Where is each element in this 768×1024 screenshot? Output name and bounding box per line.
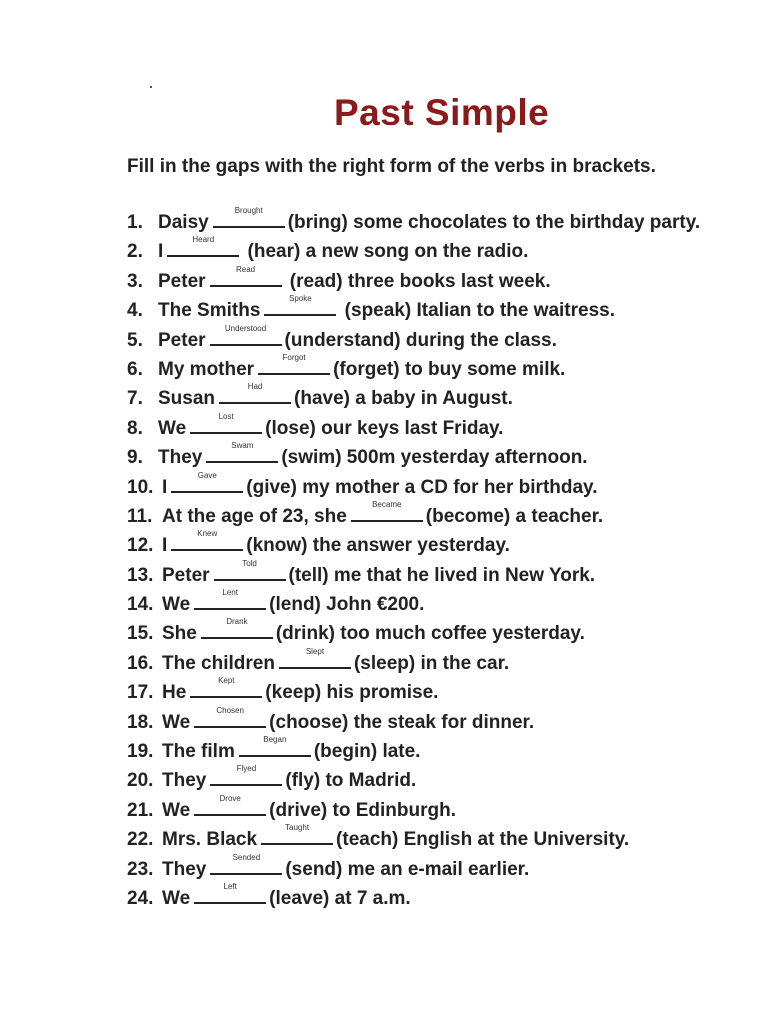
exercise-number: 10. [127, 476, 154, 498]
exercise-item [127, 352, 767, 384]
exercise-rest: (tell) me that he lived in New York. [288, 564, 596, 586]
exercise-subject: We [162, 799, 191, 821]
exercise-number: 19. [127, 741, 154, 763]
exercise-subject: I [162, 476, 168, 498]
exercise-subject: The Smiths [158, 300, 261, 322]
exercise-rest: (lend) John €200. [269, 594, 425, 616]
exercise-subject: Mrs. Black [162, 829, 258, 851]
answer-blank[interactable] [206, 443, 278, 463]
exercise-rest: (lose) our keys last Friday. [265, 417, 504, 439]
answer-blank[interactable] [171, 531, 243, 551]
exercise-number: 18. [127, 711, 154, 733]
exercise-item [127, 264, 767, 296]
answer-blank[interactable] [190, 411, 262, 434]
exercise-rest: (swim) 500m yesterday afternoon. [281, 447, 588, 469]
exercise-rest: (fly) to Madrid. [285, 770, 417, 792]
exercise-number: 7. [127, 388, 143, 410]
exercise-list [127, 208, 767, 913]
exercise-item [127, 470, 767, 502]
scan-speck [150, 86, 152, 88]
answer-blank[interactable] [167, 237, 239, 257]
exercise-subject: We [162, 594, 191, 616]
exercise-subject: Susan [158, 388, 216, 410]
answer-text: Taught [285, 823, 310, 833]
exercise-number: 8. [127, 417, 143, 439]
answer-text: Heard [192, 235, 215, 245]
exercise-number: 11. [127, 505, 153, 527]
exercise-subject: Peter [158, 329, 206, 351]
exercise-rest: (sleep) in the car. [353, 652, 510, 674]
answer-text: Flyed [236, 764, 257, 774]
answer-text: Swam [231, 441, 254, 451]
exercise-rest: (drive) to Edinburgh. [269, 799, 456, 821]
answer-text: Forgot [282, 352, 306, 362]
exercise-number: 15. [127, 623, 154, 645]
exercise-rest: (give) my mother a CD for her birthday. [246, 476, 598, 498]
answer-blank[interactable] [219, 384, 291, 404]
answer-text: Slept [305, 646, 325, 656]
exercise-number: 20. [127, 770, 154, 792]
exercise-item [127, 678, 767, 707]
exercise-subject: My mother [158, 358, 255, 380]
exercise-number: 12. [127, 535, 154, 557]
exercise-number: 13. [127, 564, 154, 586]
exercise-item [127, 590, 767, 619]
exercise-rest: (send) me an e-mail earlier. [285, 858, 530, 880]
exercise-number: 6. [127, 358, 143, 380]
exercise-item [127, 411, 767, 443]
exercise-item [127, 499, 767, 531]
exercise-subject: We [162, 887, 191, 909]
exercise-rest: (leave) at 7 a.m. [269, 887, 411, 909]
instruction-text: Fill in the gaps with the right form of the verbs in brackets. [127, 156, 656, 177]
exercise-subject: Daisy [158, 212, 209, 233]
answer-text: Knew [197, 529, 218, 539]
answer-text: Lent [222, 588, 238, 598]
exercise-subject: I [158, 241, 164, 263]
exercise-number: 24. [127, 887, 154, 909]
exercise-rest: (know) the answer yesterday. [246, 535, 510, 557]
exercise-item [127, 619, 767, 648]
answer-text: Sended [232, 852, 261, 862]
exercise-subject: He [162, 682, 187, 704]
exercise-number: 5. [127, 329, 143, 351]
answer-blank[interactable] [210, 323, 282, 346]
exercise-subject: Peter [158, 270, 206, 292]
exercise-number: 14. [127, 594, 154, 616]
answer-text: Gave [197, 470, 217, 480]
answer-text: Left [223, 881, 237, 891]
exercise-number: 16. [127, 652, 154, 674]
answer-blank[interactable] [194, 590, 266, 610]
exercise-number: 22. [127, 829, 154, 851]
exercise-item [127, 384, 767, 413]
exercise-subject: Peter [162, 564, 210, 586]
exercise-subject: They [162, 858, 207, 880]
answer-blank[interactable] [194, 793, 266, 816]
exercise-item [127, 646, 767, 678]
answer-blank[interactable] [239, 737, 311, 757]
answer-text: Became [372, 499, 402, 509]
answer-text: Told [242, 558, 257, 568]
exercise-rest: (hear) a new song on the radio. [242, 241, 529, 263]
answer-blank[interactable] [258, 352, 330, 375]
exercise-number: 2. [127, 241, 143, 263]
exercise-rest: (keep) his promise. [265, 682, 439, 704]
exercise-number: 17. [127, 682, 154, 704]
exercise-rest: (teach) English at the University. [336, 829, 630, 851]
exercise-subject: The children [162, 652, 275, 674]
exercise-rest: (become) a teacher. [425, 505, 604, 527]
answer-text: Kept [218, 676, 235, 686]
answer-blank[interactable] [194, 881, 266, 904]
answer-blank[interactable] [210, 766, 282, 786]
exercise-subject: We [162, 711, 191, 733]
answer-text: Read [235, 264, 256, 274]
exercise-rest: (read) three books last week. [284, 270, 551, 292]
answer-text: Lost [218, 411, 234, 421]
answer-blank[interactable] [210, 264, 282, 287]
answer-blank[interactable] [213, 208, 285, 228]
exercise-item [127, 737, 767, 766]
answer-text: Brought [234, 206, 263, 215]
answer-blank[interactable] [171, 470, 243, 493]
answer-text: Understood [224, 323, 267, 333]
answer-blank[interactable] [190, 678, 262, 698]
exercise-rest: (bring) some chocolates to the birthday party. [287, 212, 701, 233]
answer-blank[interactable] [210, 852, 282, 875]
exercise-item [127, 531, 767, 560]
exercise-subject: We [158, 417, 187, 439]
exercise-number: 9. [127, 447, 143, 469]
exercise-item [127, 825, 767, 854]
exercise-subject: At the age of 23, she [162, 505, 347, 527]
exercise-number: 3. [127, 270, 143, 292]
exercise-item [127, 323, 767, 355]
exercise-number: 1. [127, 212, 143, 233]
exercise-rest: (begin) late. [313, 741, 421, 763]
exercise-rest: (have) a baby in August. [294, 388, 513, 410]
exercise-item [127, 852, 767, 884]
answer-text: Drank [226, 617, 248, 627]
answer-blank[interactable] [351, 499, 423, 522]
answer-blank[interactable] [194, 705, 266, 728]
exercise-subject: They [158, 447, 203, 469]
answer-blank[interactable] [264, 296, 336, 316]
exercise-item [127, 766, 767, 795]
exercise-rest: (speak) Italian to the waitress. [339, 300, 615, 322]
answer-text: Had [247, 382, 263, 392]
answer-blank[interactable] [214, 558, 286, 581]
exercise-item [127, 881, 767, 913]
answer-blank[interactable] [261, 825, 333, 845]
exercise-subject: They [162, 770, 207, 792]
page-title: Past Simple [334, 92, 550, 133]
exercise-subject: The film [162, 741, 235, 763]
exercise-item [127, 705, 767, 737]
answer-text: Began [263, 735, 287, 745]
exercise-subject: I [162, 535, 168, 557]
exercise-rest: (understand) during the class. [284, 329, 557, 351]
exercise-rest: (drink) too much coffee yesterday. [275, 623, 585, 645]
exercise-number: 23. [127, 858, 154, 880]
answer-text: Drove [219, 793, 241, 803]
answer-text: Spoke [289, 294, 312, 304]
exercise-number: 4. [127, 300, 143, 322]
exercise-rest: (choose) the steak for dinner. [269, 711, 535, 733]
exercise-item [127, 793, 767, 825]
exercise-item [127, 296, 767, 325]
exercise-rest: (forget) to buy some milk. [333, 358, 566, 380]
exercise-number: 21. [127, 799, 154, 821]
answer-text: Chosen [216, 705, 244, 715]
answer-blank[interactable] [201, 619, 273, 639]
exercise-item [127, 443, 767, 472]
answer-blank[interactable] [279, 646, 351, 669]
exercise-subject: She [162, 623, 197, 645]
exercise-item [127, 208, 767, 237]
exercise-item [127, 558, 767, 590]
exercise-item [127, 237, 767, 266]
